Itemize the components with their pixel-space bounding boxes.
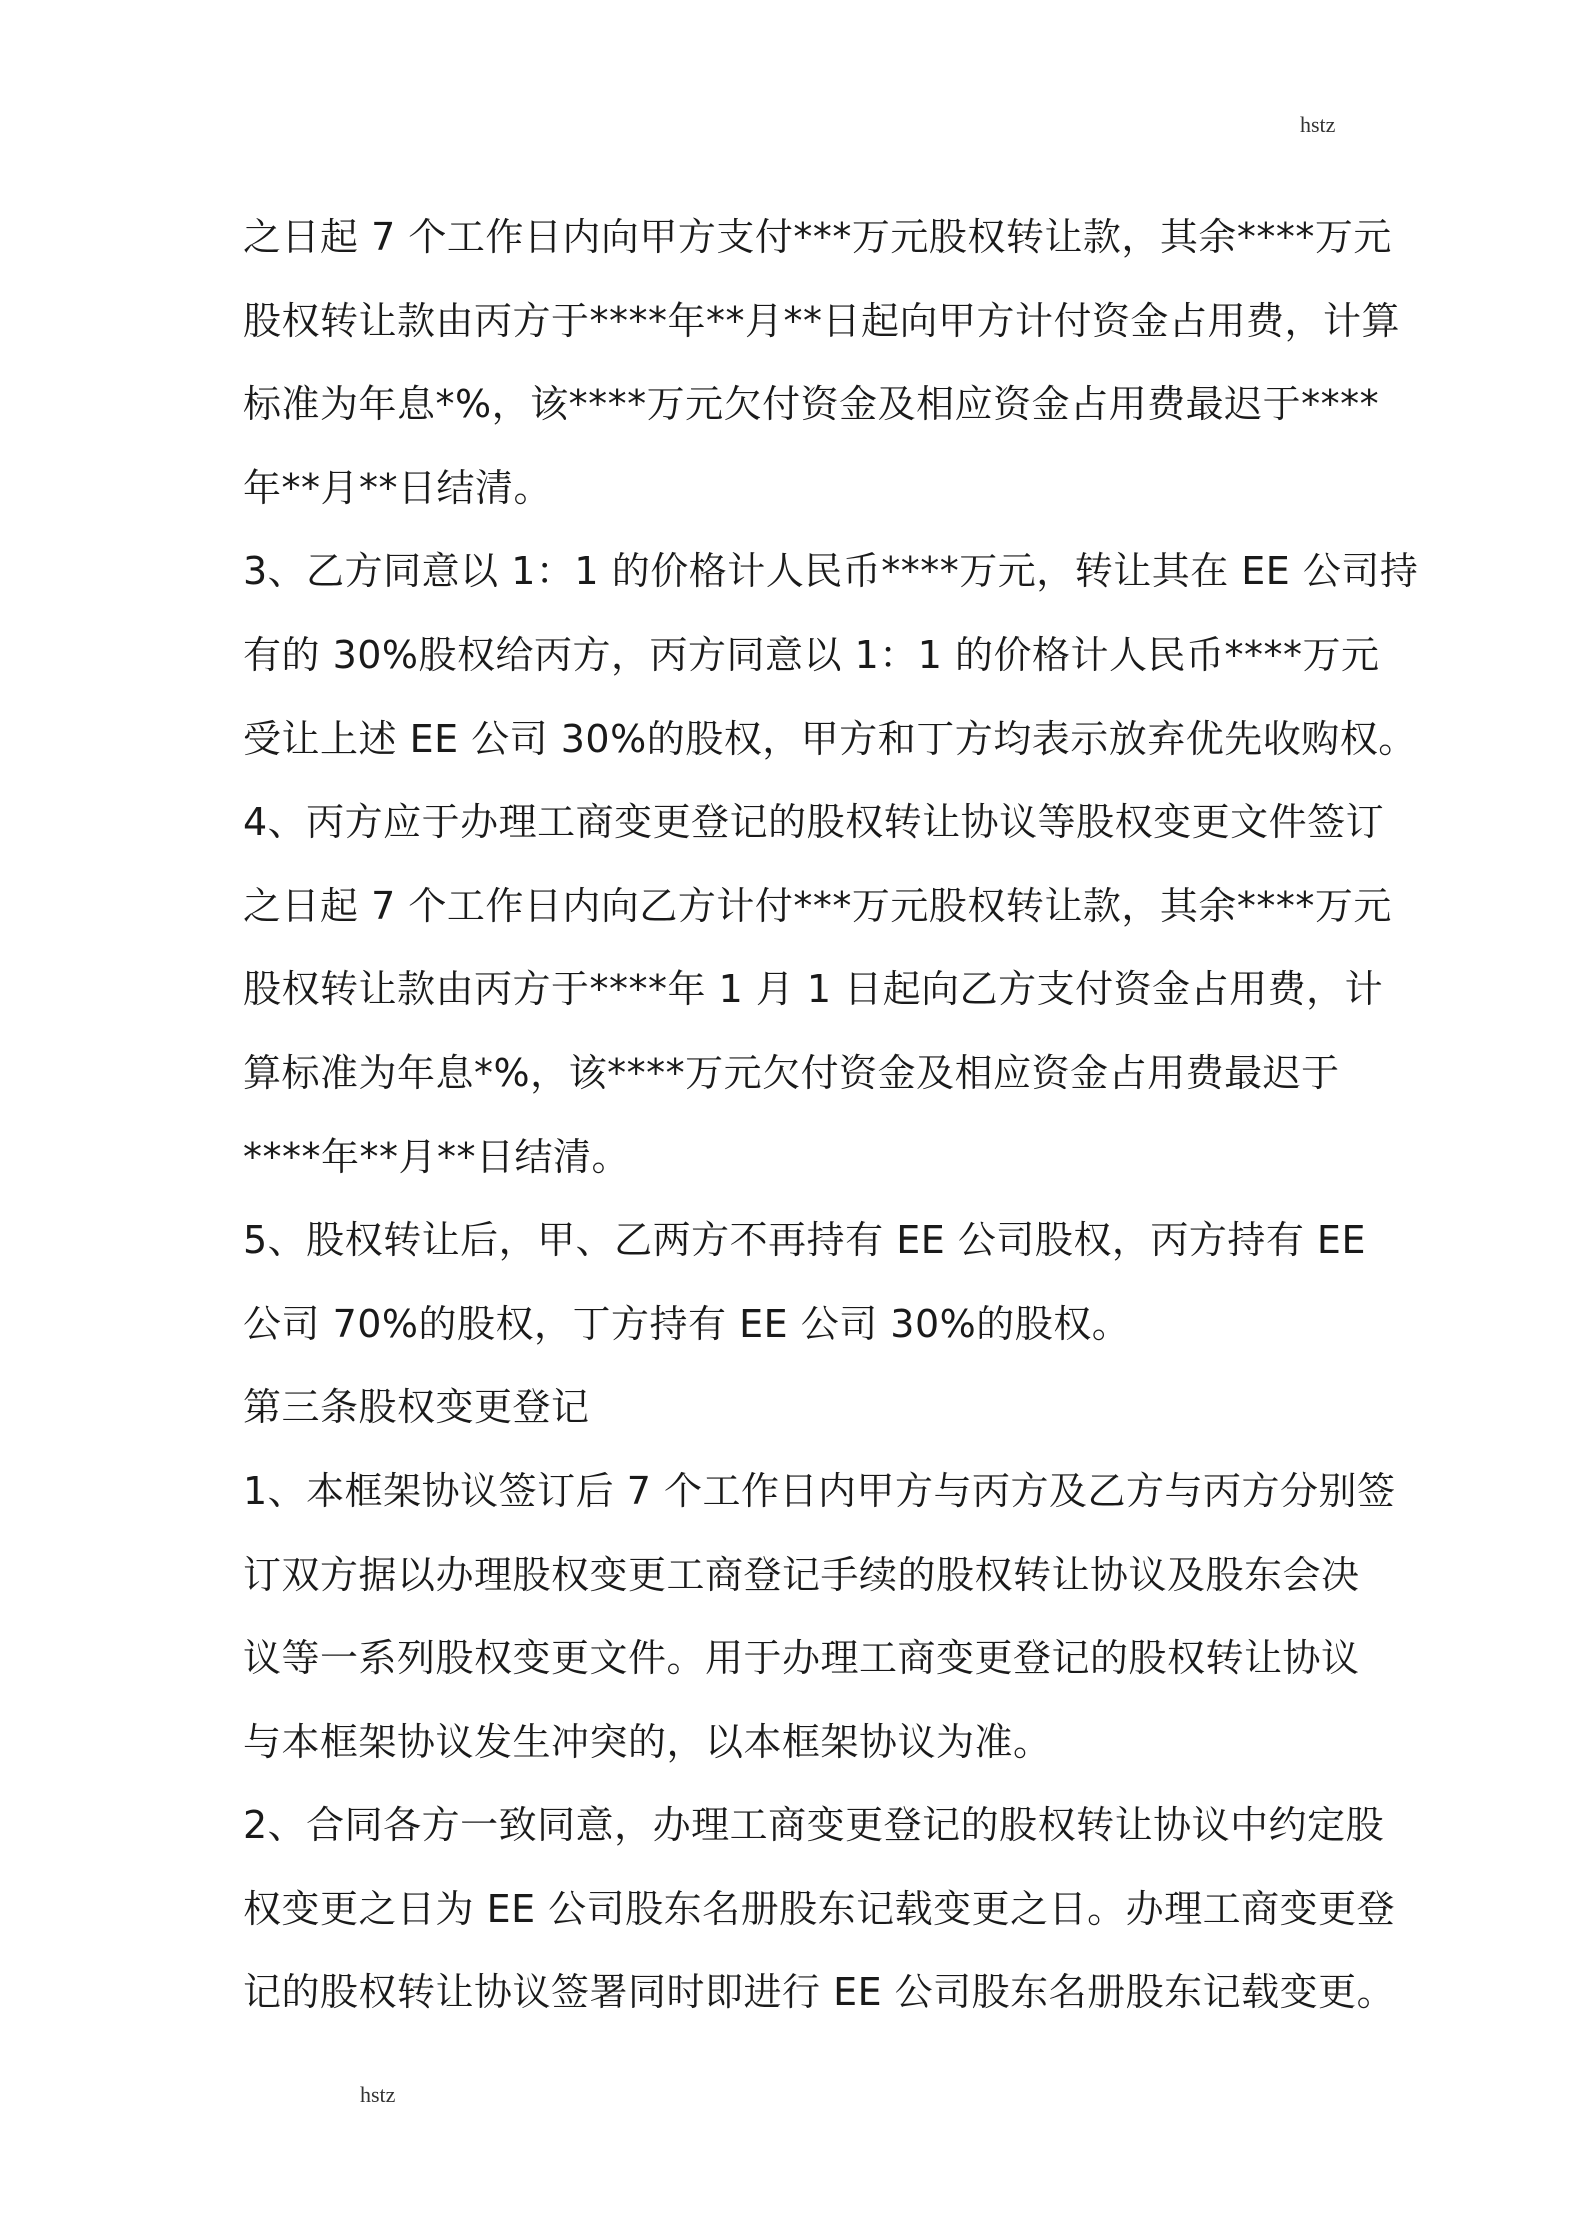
text-line: 有的 30%股权给丙方，丙方同意以 1：1 的价格计人民币****万元: [243, 632, 1380, 677]
text-line: 记的股权转让协议签署同时即进行 EE 公司股东名册股东记载变更。: [243, 1970, 1396, 2015]
text-line: 之日起 7 个工作日内向甲方支付***万元股权转让款，其余****万元: [243, 215, 1392, 259]
document-body: [243, 196, 1419, 2035]
text-line: 4、丙方应于办理工商变更登记的股权转让协议等股权变更文件签订: [243, 800, 1385, 845]
text-line: 受让上述 EE 公司 30%的股权，甲方和丁方均表示放弃优先收购权。: [243, 716, 1417, 761]
text-line: 议等一系列股权变更文件。用于办理工商变更登记的股权转让协议: [243, 1636, 1360, 1681]
footer-watermark: hstz: [360, 2082, 396, 2107]
text-line: 3、乙方同意以 1：1 的价格计人民币****万元，转让其在 EE 公司持: [243, 549, 1419, 594]
text-line: 订双方据以办理股权变更工商登记手续的股权转让协议及股东会决: [243, 1552, 1360, 1597]
text-line: 股权转让款由丙方于****年 1 月 1 日起向乙方支付资金占用费，计: [243, 967, 1384, 1012]
text-line: 公司 70%的股权，丁方持有 EE 公司 30%的股权。: [243, 1301, 1131, 1346]
text-line: ****年**月**日结清。: [243, 1134, 631, 1179]
text-line: 年**月**日结清。: [243, 465, 553, 510]
text-line: 2、合同各方一致同意，办理工商变更登记的股权转让协议中约定股: [243, 1803, 1385, 1848]
text-line: 算标准为年息*%，该****万元欠付资金及相应资金占用费最迟于: [243, 1050, 1340, 1095]
text-line: 5、股权转让后，甲、乙两方不再持有 EE 公司股权，丙方持有 EE: [243, 1218, 1366, 1263]
text-line: 之日起 7 个工作日内向乙方计付***万元股权转让款，其余****万元: [243, 883, 1392, 928]
text-line: 股权转让款由丙方于****年**月**日起向甲方计付资金占用费，计算: [243, 298, 1401, 343]
text-line: 与本框架协议发生冲突的，以本框架协议为准。: [243, 1719, 1052, 1764]
section-heading: 第三条股权变更登记: [243, 1385, 590, 1430]
header-watermark: hstz: [1300, 112, 1336, 137]
text-line: 1、本框架协议签订后 7 个工作日内甲方与丙方及乙方与丙方分别签: [243, 1468, 1396, 1513]
text-line: 权变更之日为 EE 公司股东名册股东记载变更之日。办理工商变更登: [243, 1886, 1396, 1931]
text-line: 标准为年息*%，该****万元欠付资金及相应资金占用费最迟于****: [243, 382, 1380, 427]
